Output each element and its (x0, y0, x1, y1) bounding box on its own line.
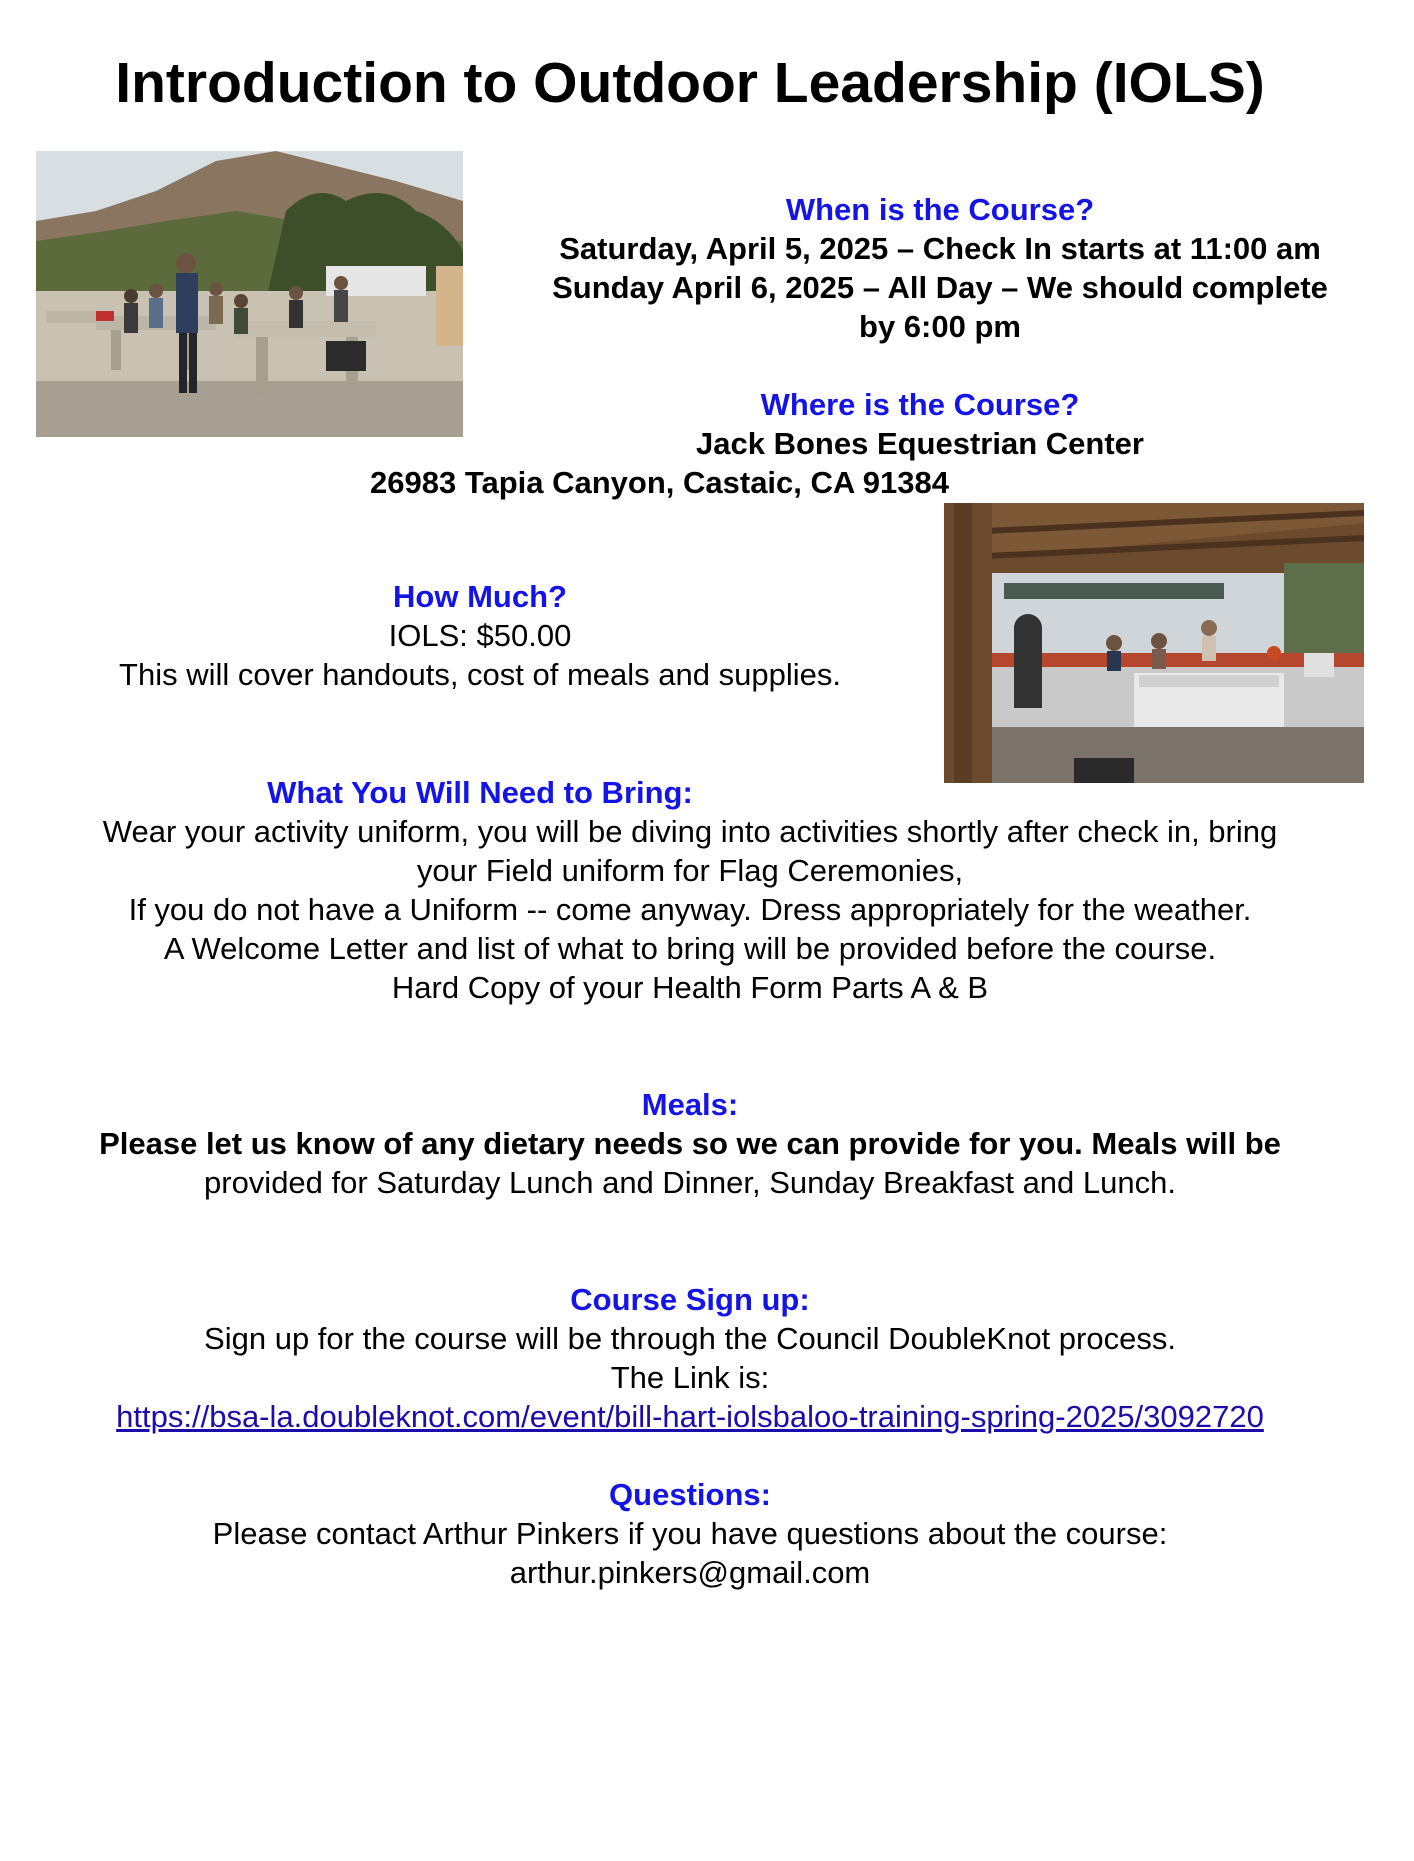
where-venue: Jack Bones Equestrian Center (696, 426, 1144, 461)
cost-note: This will cover handouts, cost of meals and supplies. (119, 657, 841, 692)
questions-heading: Questions: (609, 1477, 771, 1512)
signup-link[interactable]: https://bsa-la.doubleknot.com/event/bill-hart-iolsbaloo-training-spring-2025/3092720 (116, 1399, 1264, 1434)
cost-price: IOLS: $50.00 (388, 618, 572, 653)
signup-heading: Course Sign up: (570, 1282, 810, 1317)
bring-line-5: Hard Copy of your Health Form Parts A & B (391, 970, 989, 1005)
signup-line-2: The Link is: (610, 1360, 770, 1395)
meals-line-1: Please let us know of any dietary needs so we can provide for you. Meals will be (99, 1126, 1281, 1161)
questions-line-1: Please contact Arthur Pinkers if you have questions about the course: (212, 1516, 1168, 1551)
meals-line-2: provided for Saturday Lunch and Dinner, Sunday Breakfast and Lunch. (204, 1165, 1176, 1200)
page-title: Introduction to Outdoor Leadership (IOLS) (115, 51, 1265, 115)
where-heading: Where is the Course? (760, 387, 1080, 422)
bring-line-1: Wear your activity uniform, you will be diving into activities shortly after check in, bring (102, 814, 1278, 849)
when-saturday: Saturday, April 5, 2025 – Check In starts at 11:00 am (559, 231, 1321, 266)
signup-line-1: Sign up for the course will be through the Council DoubleKnot process. (204, 1321, 1176, 1356)
bring-line-3: If you do not have a Uniform -- come anyway. Dress appropriately for the weather. (128, 892, 1252, 927)
bring-line-4: A Welcome Letter and list of what to bring will be provided before the course. (163, 931, 1217, 966)
questions-email[interactable]: arthur.pinkers@gmail.com (509, 1555, 871, 1590)
when-complete: by 6:00 pm (859, 309, 1021, 344)
bring-heading: What You Will Need to Bring: (267, 775, 693, 810)
pavilion-kitchen-photo (944, 503, 1364, 783)
when-sunday: Sunday April 6, 2025 – All Day – We should complete (552, 270, 1328, 305)
signup-link-row (0, 1397, 1380, 1436)
meals-heading: Meals: (641, 1087, 739, 1122)
bring-line-2: your Field uniform for Flag Ceremonies, (416, 853, 964, 888)
outdoor-picnic-photo (36, 151, 463, 437)
where-address: 26983 Tapia Canyon, Castaic, CA 91384 (370, 465, 949, 500)
when-heading: When is the Course? (785, 192, 1095, 227)
cost-heading: How Much? (393, 579, 567, 614)
